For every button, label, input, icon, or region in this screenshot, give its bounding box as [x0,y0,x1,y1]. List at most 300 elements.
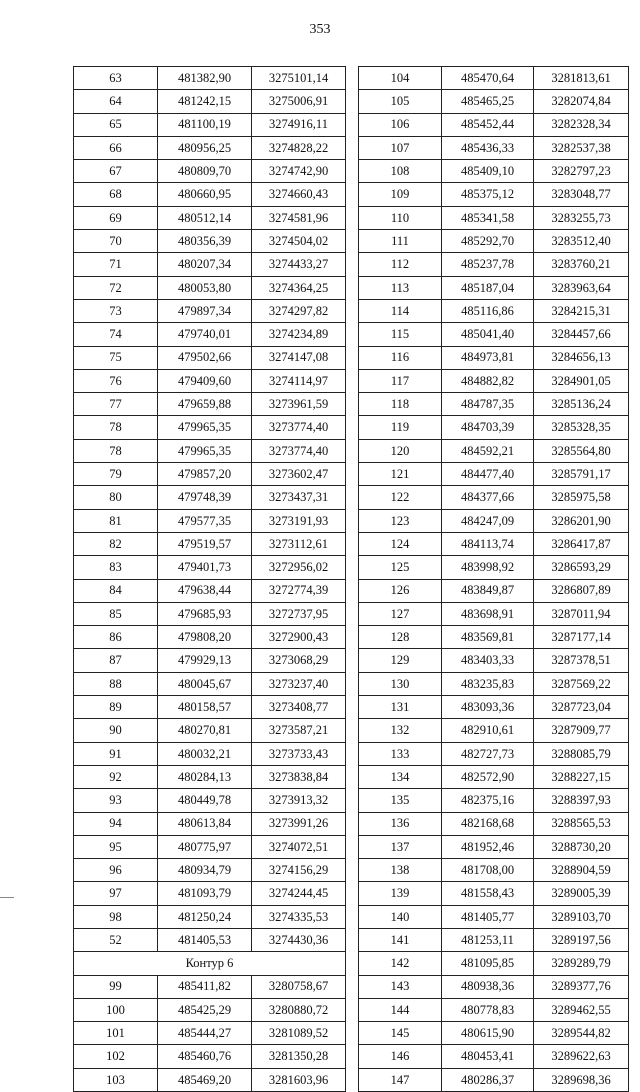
coordinate-x-cell: 483698,91 [442,602,534,625]
table-row [74,299,346,322]
table-row [359,1045,629,1068]
table-row [74,579,346,602]
coordinate-y-cell: 3274244,45 [252,882,346,905]
point-number-cell: 142 [359,952,442,975]
point-number-cell: 107 [359,136,442,159]
coordinate-x-cell: 484703,39 [442,416,534,439]
table-row [74,369,346,392]
coordinate-x-cell: 483998,92 [442,556,534,579]
coordinate-y-cell: 3288227,15 [534,765,629,788]
coordinate-x-cell: 481250,24 [158,905,252,928]
coordinate-y-cell: 3274828,22 [252,136,346,159]
coordinate-y-cell: 3287011,94 [534,602,629,625]
point-number-cell: 132 [359,719,442,742]
coordinate-y-cell: 3289622,63 [534,1045,629,1068]
coordinate-y-cell: 3282537,38 [534,136,629,159]
point-number-cell: 109 [359,183,442,206]
coordinate-x-cell: 480938,36 [442,975,534,998]
coordinate-y-cell: 3281813,61 [534,67,629,90]
coordinate-y-cell: 3280758,67 [252,975,346,998]
table-row [359,509,629,532]
table-row [74,230,346,253]
coordinate-x-cell: 481405,77 [442,905,534,928]
point-number-cell: 133 [359,742,442,765]
coordinate-y-cell: 3274147,08 [252,346,346,369]
coordinate-x-cell: 484477,40 [442,463,534,486]
coordinate-x-cell: 480286,37 [442,1068,534,1091]
table-row [74,975,346,998]
point-number-cell: 114 [359,299,442,322]
coordinate-x-cell: 484247,09 [442,509,534,532]
coordinate-x-cell: 482727,73 [442,742,534,765]
table-row [359,416,629,439]
coordinate-y-cell: 3273961,59 [252,393,346,416]
table-row [74,160,346,183]
point-number-cell: 123 [359,509,442,532]
table-row [74,276,346,299]
coordinate-y-cell: 3287909,77 [534,719,629,742]
point-number-cell: 100 [74,998,158,1021]
table-row [74,463,346,486]
point-number-cell: 111 [359,230,442,253]
coordinate-y-cell: 3280880,72 [252,998,346,1021]
coordinate-y-cell: 3281603,96 [252,1068,346,1091]
point-number-cell: 73 [74,299,158,322]
table-row [359,113,629,136]
coordinate-x-cell: 485460,76 [158,1045,252,1068]
point-number-cell: 83 [74,556,158,579]
coordinate-x-cell: 481100,19 [158,113,252,136]
table-row [359,206,629,229]
coordinate-y-cell: 3287723,04 [534,696,629,719]
coordinate-x-cell: 485469,20 [158,1068,252,1091]
coordinate-y-cell: 3289103,70 [534,905,629,928]
point-number-cell: 120 [359,439,442,462]
coordinate-y-cell: 3289462,55 [534,998,629,1021]
table-row [74,719,346,742]
point-number-cell: 147 [359,1068,442,1091]
point-number-cell: 97 [74,882,158,905]
coordinate-y-cell: 3281089,52 [252,1022,346,1045]
table-row [74,206,346,229]
coordinate-y-cell: 3272900,43 [252,626,346,649]
point-number-cell: 88 [74,672,158,695]
coordinate-x-cell: 481952,46 [442,835,534,858]
table-row [359,299,629,322]
table-row [74,1045,346,1068]
coordinate-x-cell: 479638,44 [158,579,252,602]
point-number-cell: 106 [359,113,442,136]
point-number-cell: 128 [359,626,442,649]
table-row [74,626,346,649]
table-row [359,905,629,928]
coordinate-x-cell: 479897,34 [158,299,252,322]
coordinate-y-cell: 3273587,21 [252,719,346,742]
coordinate-y-cell: 3274742,90 [252,160,346,183]
coordinate-x-cell: 482375,16 [442,789,534,812]
table-row [74,602,346,625]
table-row [359,812,629,835]
coordinate-x-cell: 479929,13 [158,649,252,672]
coordinate-x-cell: 479740,01 [158,323,252,346]
coordinate-x-cell: 480270,81 [158,719,252,742]
coordinate-x-cell: 485041,40 [442,323,534,346]
coordinate-y-cell: 3283255,73 [534,206,629,229]
point-number-cell: 92 [74,765,158,788]
table-row [359,952,629,975]
coordinate-y-cell: 3289698,36 [534,1068,629,1091]
coordinate-y-cell: 3283760,21 [534,253,629,276]
point-number-cell: 94 [74,812,158,835]
coordinate-y-cell: 3272956,02 [252,556,346,579]
coordinate-y-cell: 3284457,66 [534,323,629,346]
coordinate-y-cell: 3282074,84 [534,90,629,113]
table-row [74,812,346,835]
table-row [74,556,346,579]
coordinate-y-cell: 3288565,53 [534,812,629,835]
coordinate-y-cell: 3274660,43 [252,183,346,206]
coordinate-y-cell: 3273237,40 [252,672,346,695]
point-number-cell: 113 [359,276,442,299]
table-row [74,905,346,928]
point-number-cell: 76 [74,369,158,392]
table-row [359,276,629,299]
coordinate-x-cell: 479965,35 [158,439,252,462]
table-row [359,765,629,788]
coordinate-y-cell: 3273068,29 [252,649,346,672]
table-row [359,835,629,858]
point-number-cell: 64 [74,90,158,113]
coordinate-y-cell: 3273437,31 [252,486,346,509]
coordinate-x-cell: 484973,81 [442,346,534,369]
point-number-cell: 118 [359,393,442,416]
table-body [359,67,629,1092]
coordinate-y-cell: 3274114,97 [252,369,346,392]
point-number-cell: 119 [359,416,442,439]
coordinate-x-cell: 479808,20 [158,626,252,649]
point-number-cell: 81 [74,509,158,532]
point-number-cell: 85 [74,602,158,625]
point-number-cell: 86 [74,626,158,649]
table-row [359,486,629,509]
table-row [74,486,346,509]
coordinate-x-cell: 480809,70 [158,160,252,183]
coordinate-y-cell: 3273408,77 [252,696,346,719]
point-number-cell: 79 [74,463,158,486]
coordinate-x-cell: 481708,00 [442,859,534,882]
coordinate-x-cell: 481382,90 [158,67,252,90]
point-number-cell: 136 [359,812,442,835]
coordinate-y-cell: 3274504,02 [252,230,346,253]
coordinate-y-cell: 3286201,90 [534,509,629,532]
table-row [74,696,346,719]
coordinate-x-cell: 479401,73 [158,556,252,579]
coordinate-x-cell: 485375,12 [442,183,534,206]
coordinate-x-cell: 481242,15 [158,90,252,113]
table-row [74,509,346,532]
coordinate-x-cell: 479748,39 [158,486,252,509]
point-number-cell: 122 [359,486,442,509]
coordinate-x-cell: 480934,79 [158,859,252,882]
coordinate-x-cell: 480158,57 [158,696,252,719]
table-row [359,696,629,719]
table-row [74,998,346,1021]
coordinate-x-cell: 480660,95 [158,183,252,206]
point-number-cell: 90 [74,719,158,742]
coordinate-x-cell: 480449,78 [158,789,252,812]
coordinate-x-cell: 485470,64 [442,67,534,90]
coordinate-x-cell: 480778,83 [442,998,534,1021]
coordinate-y-cell: 3274430,36 [252,928,346,951]
point-number-cell: 115 [359,323,442,346]
table-row [359,67,629,90]
point-number-cell: 141 [359,928,442,951]
coordinate-y-cell: 3287177,14 [534,626,629,649]
coordinate-x-cell: 485444,27 [158,1022,252,1045]
point-number-cell: 103 [74,1068,158,1091]
coordinate-y-cell: 3286417,87 [534,532,629,555]
coordinate-y-cell: 3285136,24 [534,393,629,416]
coordinate-x-cell: 484113,74 [442,532,534,555]
coordinate-y-cell: 3285328,35 [534,416,629,439]
point-number-cell: 135 [359,789,442,812]
point-number-cell: 102 [74,1045,158,1068]
coordinate-x-cell: 480356,39 [158,230,252,253]
point-number-cell: 80 [74,486,158,509]
point-number-cell: 71 [74,253,158,276]
point-number-cell: 96 [74,859,158,882]
table-row [359,253,629,276]
point-number-cell: 129 [359,649,442,672]
point-number-cell: 117 [359,369,442,392]
coordinate-x-cell: 480453,41 [442,1045,534,1068]
coordinate-x-cell: 480615,90 [442,1022,534,1045]
point-number-cell: 69 [74,206,158,229]
coordinate-x-cell: 480512,14 [158,206,252,229]
coordinate-x-cell: 479857,20 [158,463,252,486]
table-row [359,90,629,113]
point-number-cell: 105 [359,90,442,113]
coordinate-y-cell: 3285564,80 [534,439,629,462]
coordinate-y-cell: 3272774,39 [252,579,346,602]
coordinate-y-cell: 3273838,84 [252,765,346,788]
table-row [74,882,346,905]
coordinate-y-cell: 3274234,89 [252,323,346,346]
table-row [359,975,629,998]
table-row [359,230,629,253]
coordinate-x-cell: 485292,70 [442,230,534,253]
coordinate-y-cell: 3273733,43 [252,742,346,765]
coordinate-y-cell: 3285975,58 [534,486,629,509]
coordinate-x-cell: 481558,43 [442,882,534,905]
coordinate-x-cell: 482572,90 [442,765,534,788]
table-row [359,579,629,602]
coordinate-x-cell: 479577,35 [158,509,252,532]
point-number-cell: 137 [359,835,442,858]
point-number-cell: 77 [74,393,158,416]
coordinate-y-cell: 3283963,64 [534,276,629,299]
coordinate-y-cell: 3286807,89 [534,579,629,602]
coordinate-x-cell: 482168,68 [442,812,534,835]
point-number-cell: 131 [359,696,442,719]
point-number-cell: 87 [74,649,158,672]
coordinate-x-cell: 480775,97 [158,835,252,858]
table-row [74,765,346,788]
point-number-cell: 72 [74,276,158,299]
coordinate-y-cell: 3283048,77 [534,183,629,206]
coordinate-x-cell: 485452,44 [442,113,534,136]
coordinate-y-cell: 3273191,93 [252,509,346,532]
coordinate-x-cell: 485425,29 [158,998,252,1021]
table-row [74,1022,346,1045]
coordinate-y-cell: 3287569,22 [534,672,629,695]
coordinate-y-cell: 3284656,13 [534,346,629,369]
table-row [359,626,629,649]
coordinate-x-cell: 485237,78 [442,253,534,276]
coordinate-x-cell: 483235,83 [442,672,534,695]
coordinate-x-cell: 481405,53 [158,928,252,951]
coordinate-y-cell: 3289197,56 [534,928,629,951]
table-row [359,1022,629,1045]
table-row [74,113,346,136]
coordinate-y-cell: 3289377,76 [534,975,629,998]
table-row [74,859,346,882]
coordinate-x-cell: 485465,25 [442,90,534,113]
coordinate-y-cell: 3282797,23 [534,160,629,183]
coordinate-y-cell: 3273774,40 [252,416,346,439]
coordinate-y-cell: 3287378,51 [534,649,629,672]
point-number-cell: 84 [74,579,158,602]
point-number-cell: 116 [359,346,442,369]
table-row [359,463,629,486]
table-row [74,393,346,416]
table-row [359,672,629,695]
table-row [359,532,629,555]
coordinate-y-cell: 3273913,32 [252,789,346,812]
coordinate-y-cell: 3274335,53 [252,905,346,928]
point-number-cell: 127 [359,602,442,625]
point-number-cell: 121 [359,463,442,486]
coordinate-y-cell: 3273774,40 [252,439,346,462]
point-number-cell: 63 [74,67,158,90]
coordinate-x-cell: 483093,36 [442,696,534,719]
point-number-cell: 65 [74,113,158,136]
coordinate-y-cell: 3273602,47 [252,463,346,486]
table-row [359,859,629,882]
point-number-cell: 68 [74,183,158,206]
point-number-cell: 101 [74,1022,158,1045]
point-number-cell: 98 [74,905,158,928]
coordinate-y-cell: 3281350,28 [252,1045,346,1068]
table-row [74,835,346,858]
point-number-cell: 134 [359,765,442,788]
point-number-cell: 66 [74,136,158,159]
coordinate-x-cell: 485409,10 [442,160,534,183]
point-number-cell: 52 [74,928,158,951]
point-number-cell: 99 [74,975,158,998]
coordinate-x-cell: 485341,58 [442,206,534,229]
coordinate-x-cell: 483849,87 [442,579,534,602]
coordinate-y-cell: 3282328,34 [534,113,629,136]
coordinate-x-cell: 479502,66 [158,346,252,369]
coordinate-y-cell: 3289005,39 [534,882,629,905]
point-number-cell: 130 [359,672,442,695]
table-row [359,928,629,951]
table-row [359,882,629,905]
table-row [74,416,346,439]
point-number-cell: 70 [74,230,158,253]
table-row [74,649,346,672]
section-header-row [74,952,346,975]
coordinate-x-cell: 484882,82 [442,369,534,392]
coordinate-y-cell: 3275101,14 [252,67,346,90]
table-row [74,323,346,346]
point-number-cell: 78 [74,416,158,439]
coordinate-y-cell: 3274433,27 [252,253,346,276]
scan-edge-mark [0,897,14,898]
coordinate-y-cell: 3288904,59 [534,859,629,882]
coordinate-y-cell: 3275006,91 [252,90,346,113]
coordinate-y-cell: 3272737,95 [252,602,346,625]
coordinate-x-cell: 480613,84 [158,812,252,835]
coordinate-x-cell: 485411,82 [158,975,252,998]
coordinates-table-right [358,66,629,1092]
table-row [359,1068,629,1091]
table-row [359,789,629,812]
coordinate-y-cell: 3274364,25 [252,276,346,299]
coordinate-y-cell: 3289289,79 [534,952,629,975]
coordinate-x-cell: 484592,21 [442,439,534,462]
point-number-cell: 74 [74,323,158,346]
table-body [74,67,346,1092]
coordinate-y-cell: 3284901,05 [534,369,629,392]
point-number-cell: 143 [359,975,442,998]
table-row [359,742,629,765]
table-row [74,439,346,462]
coordinate-y-cell: 3274156,29 [252,859,346,882]
table-row [74,1068,346,1091]
coordinate-x-cell: 484377,66 [442,486,534,509]
coordinate-y-cell: 3288397,93 [534,789,629,812]
table-row [359,369,629,392]
point-number-cell: 110 [359,206,442,229]
point-number-cell: 124 [359,532,442,555]
table-row [74,90,346,113]
coordinate-x-cell: 483569,81 [442,626,534,649]
page-number: 353 [309,22,331,37]
point-number-cell: 139 [359,882,442,905]
coordinate-y-cell: 3284215,31 [534,299,629,322]
point-number-cell: 67 [74,160,158,183]
coordinate-x-cell: 479409,60 [158,369,252,392]
point-number-cell: 125 [359,556,442,579]
coordinate-y-cell: 3289544,82 [534,1022,629,1045]
point-number-cell: 95 [74,835,158,858]
coordinate-x-cell: 480207,34 [158,253,252,276]
table-row [359,998,629,1021]
point-number-cell: 82 [74,532,158,555]
table-row [74,672,346,695]
point-number-cell: 104 [359,67,442,90]
coordinate-y-cell: 3285791,17 [534,463,629,486]
point-number-cell: 93 [74,789,158,812]
table-row [359,346,629,369]
table-row [359,160,629,183]
coordinate-x-cell: 485436,33 [442,136,534,159]
coordinate-x-cell: 485116,86 [442,299,534,322]
coordinate-y-cell: 3288085,79 [534,742,629,765]
coordinate-y-cell: 3274297,82 [252,299,346,322]
